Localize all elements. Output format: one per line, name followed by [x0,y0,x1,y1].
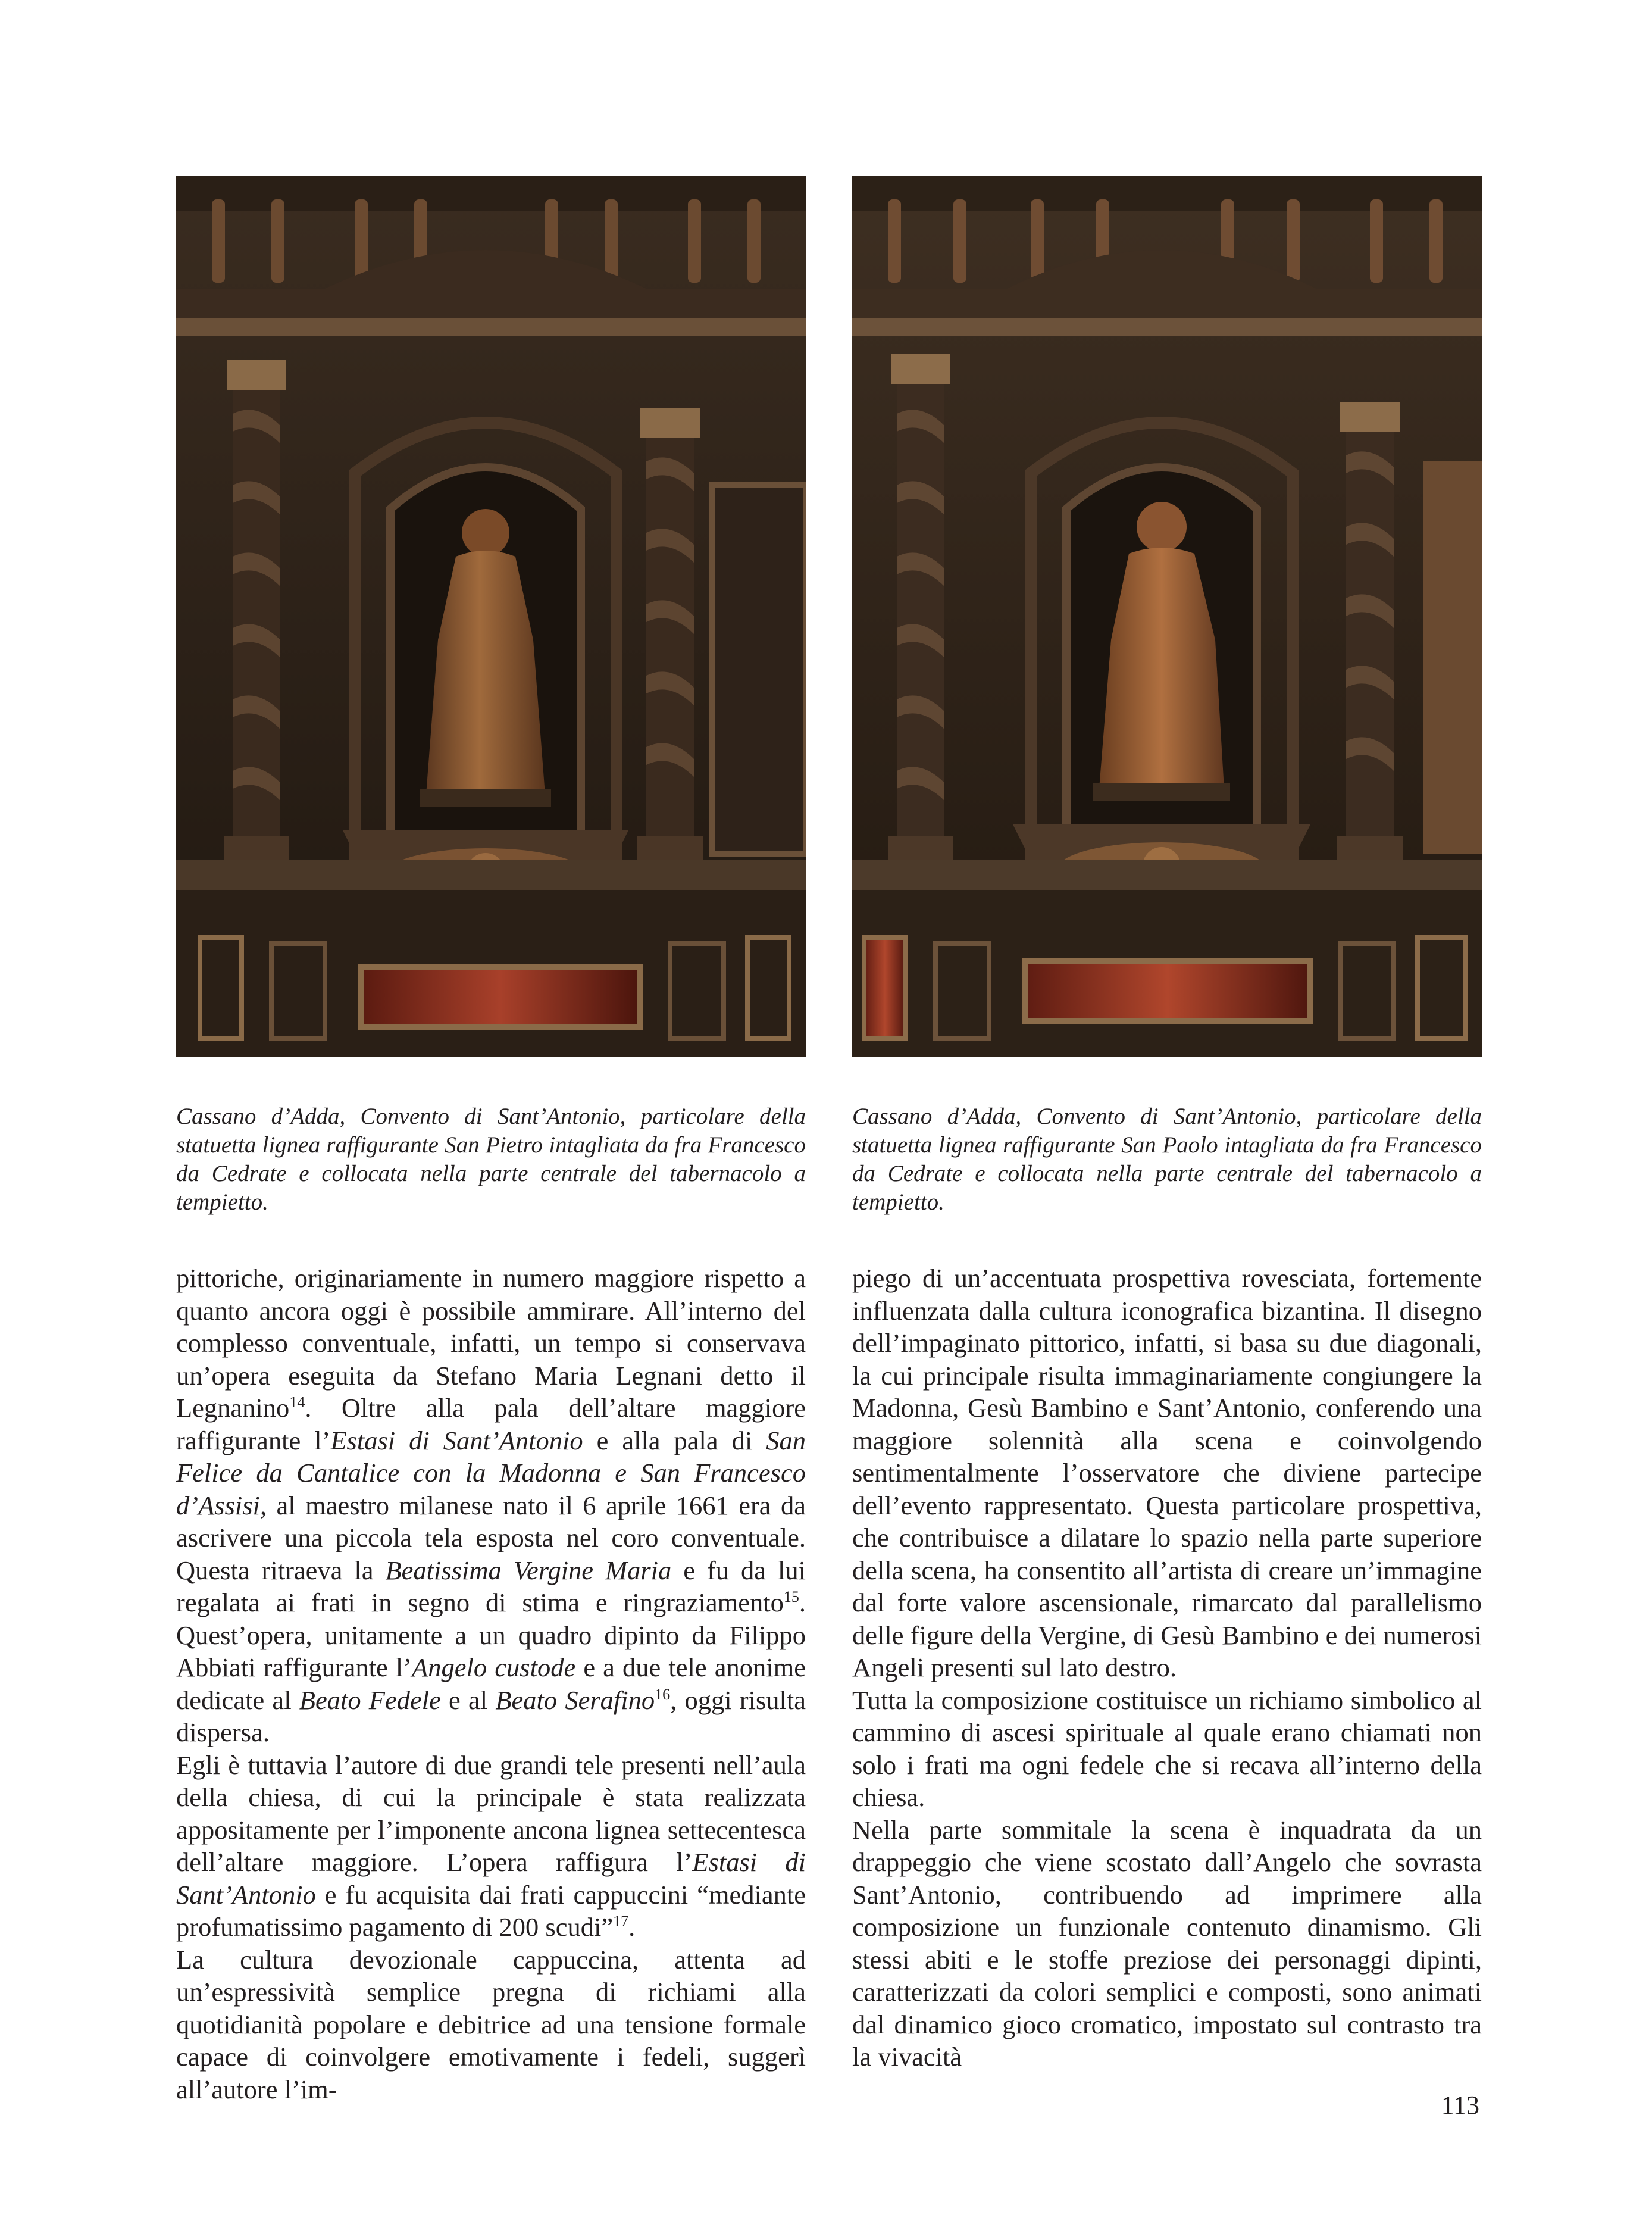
text-column-right [852,1262,1482,2073]
artwork-title: Estasi di Sant’Antonio [330,1425,583,1455]
text-run: pittoriche, originariamente in numero maggiore rispetto a quanto ancora oggi è possibile ammirare. All’interno del complesso conventuale, infatti, un tempo si conservava un’opera eseguita da Stefano Maria Legnani detto il Legnanino [176,1263,806,1423]
text-run: e alla pala di [583,1425,766,1455]
paragraph: La cultura devozionale cappuccina, attenta ad un’espressività semplice pregna di richiami alla quotidianità popolare e debitrice ad una tensione formale capace di coinvolgere emotivamente i fedeli, suggerì all’autore l’im- [176,1944,806,2104]
paragraph [176,1749,806,1944]
tabernacle-image [176,176,806,1057]
text-run: , al maestro milanese nato il 6 aprile 1661 era da ascrivere una piccola tela esposta nel coro conventuale. Questa ritraeva la [176,1490,806,1585]
text-run: e a due tele anonime dedicate al [176,1652,806,1715]
figure-caption-san-pietro: Cassano d’Adda, Convento di Sant’Antonio, particolare della statuetta lignea raffigurante San Pietro intagliata da fra Francesco da Cedrate e collocata nella parte centrale del tabernacolo a tempietto. [176,1104,806,1215]
artwork-title: Beato Fedele [299,1685,441,1715]
text-run: , oggi risulta dispersa. [176,1685,806,1747]
artwork-title: Angelo custode [412,1652,576,1682]
text-run: . Oltre alla pala dell’altare maggiore raffigurante l’ [176,1393,806,1455]
footnote-ref: 17 [613,1913,629,1930]
artwork-title: Estasi di Sant’Antonio [176,1847,806,1910]
photo-san-paolo [852,176,1482,1057]
text-run: e al [440,1685,496,1715]
text-run: . Quest’opera, unitamente a un quadro dipinto da Filippo Abbiati raffigurante l’ [176,1588,806,1682]
text-run: . [628,1912,636,1942]
artwork-title: Beatissima Vergine Maria [385,1555,672,1585]
page-number: 113 [1441,2091,1479,2120]
artwork-title: Beato Serafino [495,1685,655,1715]
tabernacle-image [852,176,1482,1057]
footnote-ref: 16 [655,1685,671,1703]
paragraph: Tutta la composizione costituisce un richiamo simbolico al cammino di ascesi spirituale al quale erano chiamati non solo i frati ma ogni fedele che si recava all’interno della chiesa. [852,1685,1482,1812]
text-run: e fu acquisita dai frati cappuccini “mediante profumatissimo pagamento di 200 scudi” [176,1879,806,1942]
photo-san-pietro [176,176,806,1057]
text-run: Egli è tuttavia l’autore di due grandi tele presenti nell’aula della chiesa, di cui la principale è stata realizzata appositamente per l’imponente ancona lignea settecentesca dell’altare maggiore. L’opera raffigura l’ [176,1749,806,1877]
footnote-ref: 15 [783,1588,799,1606]
text-run: e fu da lui regalata ai frati in segno di stima e ringraziamento [176,1555,806,1617]
paragraph: piego di un’accentuata prospettiva rovesciata, fortemente influenzata dalla cultura iconografica bizantina. Il disegno dell’impaginato pittorico, infatti, si basa su due diagonali, la cui principale risulta immaginariamente congiungere la Madonna, Gesù Bambino e Sant’Antonio, conferendo una maggiore solennità alla scena e coinvolgendo sentimentalmente l’osservatore che diviene partecipe dell’evento rappresentato. Questa particolare prospettiva, che contribuisce a dilatare lo spazio nella parte superiore della scena, ha consentito all’artista di creare un’immagine dal forte valore ascensionale, rimarcato dal parallelismo delle figure della Vergine, di Gesù Bambino e dei numerosi Angeli presenti sul lato destro. [852,1263,1482,1682]
paragraph [176,1262,806,1749]
footnote-ref: 14 [289,1394,305,1411]
artwork-title: San Felice da Cantalice con la Madonna e San Francesco d’Assisi [176,1425,806,1520]
paragraph: Nella parte sommitale la scena è inquadrata da un drappeggio che viene scostato dall’Angelo che sovrasta Sant’Antonio, contribuendo ad imprimere alla composizione un funzionale contenuto dinamismo. Gli stessi abiti e le stoffe preziose dei personaggi dipinti, caratterizzati da colori semplici e composti, sono animati dal dinamico gioco cromatico, impostato sul contrasto tra la vivacità [852,1814,1482,2072]
figure-caption-san-paolo: Cassano d’Adda, Convento di Sant’Antonio, particolare della statuetta lignea raffigurante San Paolo intagliata da fra Francesco da Cedrate e collocata nella parte centrale del tabernacolo a tempietto. [852,1104,1482,1215]
text-column-left [176,1262,806,2105]
